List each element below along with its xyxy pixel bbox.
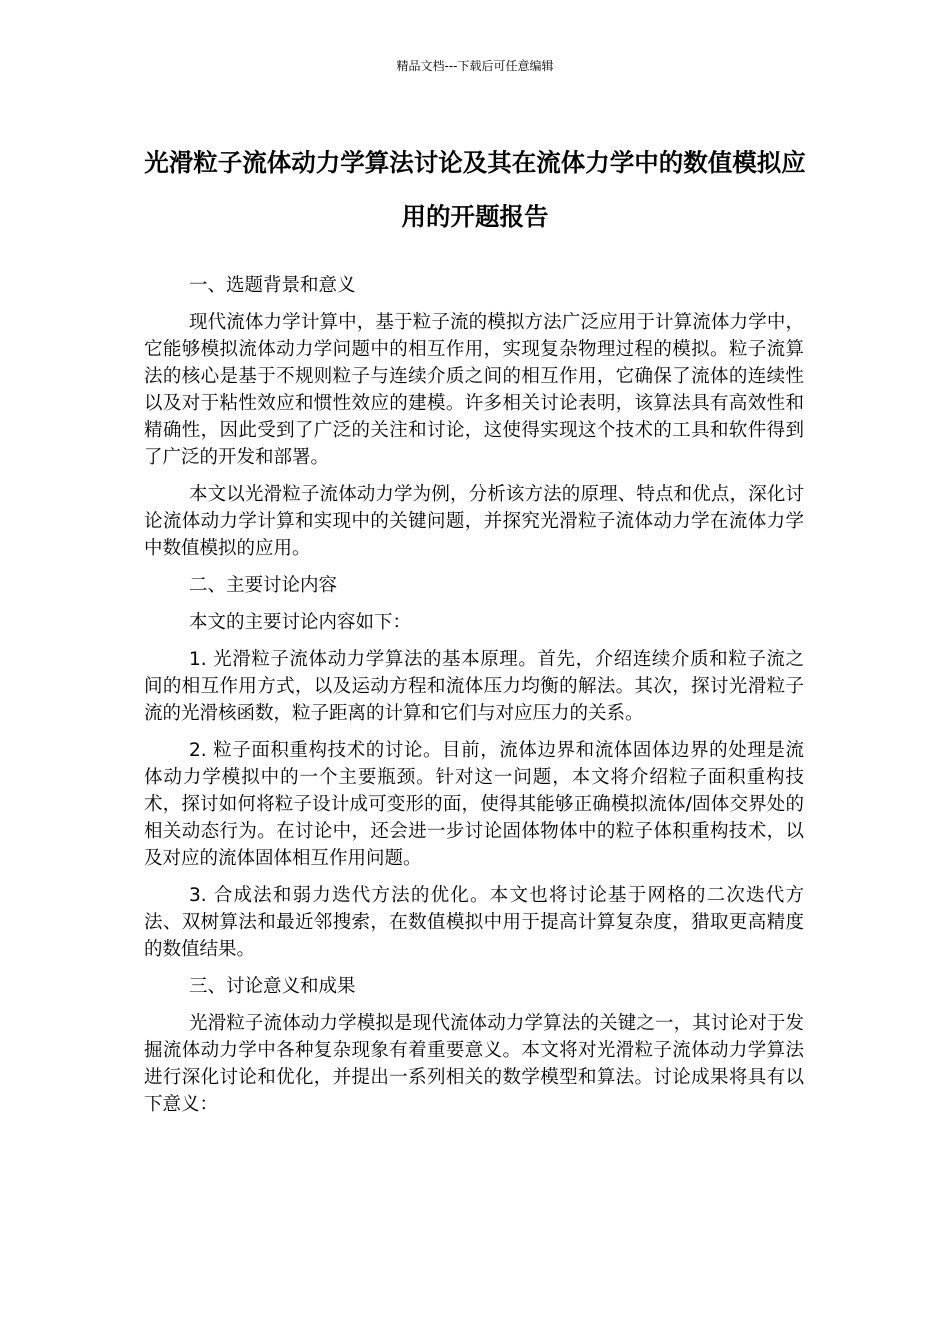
section-significance <box>144 973 804 1118</box>
paragraph: 光滑粒子流体动力学模拟是现代流体动力学算法的关键之一，其讨论对于发掘流体动力学中各种复杂现象有着重要意义。本文将对光滑粒子流体动力学算法进行深化讨论和优化，并提出一系列相关的数学模型和算法。讨论成果将具有以下意义： <box>144 1013 804 1115</box>
section-heading: 二、主要讨论内容 <box>189 575 338 596</box>
list-item: 3. 合成法和弱力迭代方法的优化。本文也将讨论基于网格的二次迭代方法、双树算法和最近邻搜索，在数值模拟中用于提高计算复杂度，猎取更高精度的数值结果。 <box>144 885 804 960</box>
document-body <box>144 272 804 1128</box>
header-note: 精品文档---下载后可任意编辑 <box>396 59 554 73</box>
section-heading: 一、选题背景和意义 <box>189 275 356 296</box>
paragraph: 现代流体力学计算中，基于粒子流的模拟方法广泛应用于计算流体力学中，它能够模拟流体动力学问题中的相互作用，实现复杂物理过程的模拟。粒子流算法的核心是基于不规则粒子与连续介质之间的相互作用，它确保了流体的连续性以及对于粘性效应和惯性效应的建模。许多相关讨论表明，该算法具有高效性和精确性，因此受到了广泛的关注和讨论，这使得实现这个技术的工具和软件得到了广泛的开发和部署。 <box>144 312 804 468</box>
list-item: 2. 粒子面积重构技术的讨论。目前，流体边界和流体固体边界的处理是流体动力学模拟中的一个主要瓶颈。针对这一问题，本文将介绍粒子面积重构技术，探讨如何将粒子设计成可变形的面，使得其能够正确模拟流体/固体交界处的相关动态行为。在讨论中，还会进一步讨论固体物体中的粒子体积重构技术，以及对应的流体固体相互作用问题。 <box>144 740 804 869</box>
paragraph: 本文的主要讨论内容如下： <box>189 612 412 633</box>
list-item: 1. 光滑粒子流体动力学算法的基本原理。首先，介绍连续介质和粒子流之间的相互作用方式，以及运动方程和流体压力均衡的解法。其次，探讨光滑粒子流的光滑核函数，粒子距离的计算和它们与对应压力的关系。 <box>144 649 804 724</box>
section-heading: 三、讨论意义和成果 <box>189 976 356 997</box>
section-main-content <box>144 572 804 963</box>
paragraph: 本文以光滑粒子流体动力学为例，分析该方法的原理、特点和优点，深化讨论流体动力学计算和实现中的关键问题，并探究光滑粒子流体动力学在流体力学中数值模拟的应用。 <box>144 484 804 559</box>
document-title: 光滑粒子流体动力学算法讨论及其在流体力学中的数值模拟应用的开题报告 <box>144 148 806 231</box>
section-background <box>144 272 804 562</box>
